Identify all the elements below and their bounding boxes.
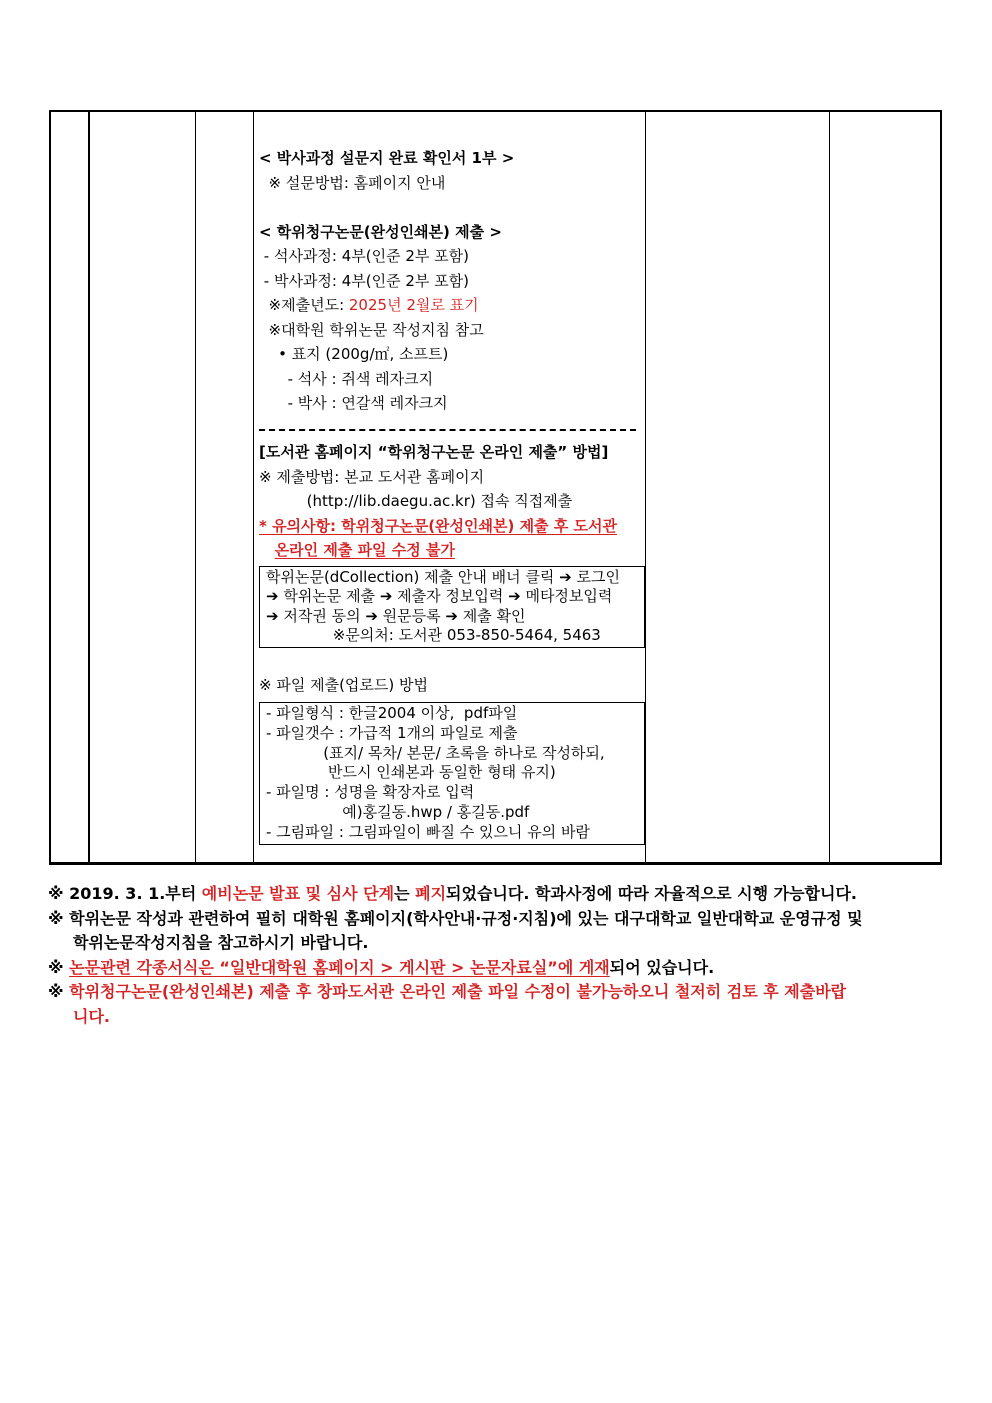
text-line (259, 244, 646, 269)
text-segment: - 파일갯수 : 가급적 1개의 파일로 제출 (266, 723, 518, 742)
text-line (259, 146, 646, 171)
text-line (48, 907, 988, 932)
text-segment: 온라인 제출 파일 수정 불가 (274, 541, 455, 559)
text-segment: ➔ 학위논문 제출 ➔ 제출자 정보입력 ➔ 메타정보입력 (266, 587, 613, 605)
text-segment: - 박사과정: 4부(인준 2부 포함) (259, 271, 469, 290)
text-line (259, 269, 646, 294)
text-segment: (http://lib.daegu.ac.kr) 접속 직접제출 (259, 492, 573, 510)
text-line (266, 803, 644, 823)
footnotes-section (48, 882, 988, 1030)
text-line (266, 823, 644, 843)
text-segment: * 유의사항: 학위청구논문(완성인쇄본) 제출 후 도서관 (259, 516, 617, 535)
text-segment: ※ (48, 982, 70, 1002)
text-line (266, 744, 644, 764)
text-line (48, 931, 988, 956)
text-segment: - 석사과정: 4부(인준 2부 포함) (259, 247, 469, 265)
text-segment (259, 198, 264, 216)
dashed-divider (259, 416, 646, 441)
text-line (259, 440, 646, 465)
file-upload-heading: ※ 파일 제출(업로드) 방법 (259, 675, 428, 694)
text-segment: 논문관련 각종서식은 “일반대학원 홈페이지 > 게시판 > 논문자료실”에 게재 (69, 957, 610, 977)
text-segment: 반드시 인쇄본과 동일한 형태 유지) (266, 763, 556, 782)
file-upload-requirements-box (259, 702, 645, 845)
text-segment: ※ 제출방법: 본교 도서관 홈페이지 (259, 467, 485, 486)
text-segment: 2025년 2월로 표기 (348, 296, 479, 314)
table-column-divider (829, 112, 830, 862)
text-segment: ※대학원 학위논문 작성지침 참고 (259, 320, 484, 339)
text-segment: ※ (48, 957, 70, 977)
text-segment (259, 541, 275, 559)
dcollection-online-submission-steps-box (259, 566, 645, 648)
text-segment: 학위논문(dCollection) 제출 안내 배너 클릭 ➔ 로그인 (266, 567, 620, 586)
text-line (259, 220, 646, 245)
text-segment: ※문의처: 도서관 053-850-5464, 5463 (266, 626, 601, 644)
text-line (259, 538, 646, 563)
text-segment: 학위청구논문(완성인쇄본) 제출 후 창파도서관 온라인 제출 파일 수정이 불가능하오니 철저히 검토 후 제출바랍 (69, 982, 847, 1002)
text-segment: 예)홍길동.hwp / 홍길동.pdf (266, 802, 530, 821)
text-line (259, 342, 646, 367)
text-segment: 학위논문작성지침을 참고하시기 바랍니다. (73, 933, 369, 953)
text-segment: • 표지 (200g/㎡, 소프트) (259, 345, 449, 363)
text-line (266, 704, 644, 724)
text-line (259, 195, 646, 220)
text-segment: 예비논문 발표 및 심사 단계 (201, 884, 395, 903)
text-line (259, 489, 646, 514)
text-line (266, 783, 644, 803)
text-segment: - 석사 : 쥐색 레자크지 (259, 369, 434, 388)
submission-instructions (259, 146, 646, 563)
procedure-details-cell (253, 112, 646, 862)
text-segment: 니다. (73, 1006, 110, 1026)
text-segment: < 박사과정 설문지 완료 확인서 1부 > (259, 149, 515, 167)
text-segment: - 그림파일 : 그림파일이 빠질 수 있으니 유의 바람 (266, 822, 590, 841)
text-line (48, 882, 988, 907)
text-segment: - 파일명 : 성명을 확장자로 입력 (266, 783, 475, 802)
text-line (259, 293, 646, 318)
text-line (259, 514, 646, 539)
text-line (266, 607, 644, 627)
text-line (48, 1005, 988, 1030)
text-segment: (표지/ 목차/ 본문/ 초록을 하나로 작성하되, (266, 743, 605, 762)
text-line (259, 465, 646, 490)
text-segment: 는 (394, 884, 416, 903)
text-segment: - 박사 : 연갈색 레자크지 (259, 394, 448, 412)
text-line (259, 391, 646, 416)
text-line (259, 318, 646, 343)
text-segment: 되었습니다. 학과사정에 따라 자율적으로 시행 가능합니다. (446, 884, 857, 903)
text-line (48, 956, 988, 981)
text-segment: 되어 있습니다. (609, 957, 715, 977)
text-line (266, 568, 644, 588)
text-segment: ※ 학위논문 작성과 관련하여 필히 대학원 홈페이지(학사안내·규정·지침)에 있는 대구대학교 일반대학교 운영규정 및 (48, 908, 863, 928)
text-segment: < 학위청구논문(완성인쇄본) 제출 > (259, 222, 502, 241)
text-segment: ※제출년도: (259, 296, 349, 314)
text-segment: ➔ 저작권 동의 ➔ 원문등록 ➔ 제출 확인 (266, 606, 526, 625)
text-line (48, 980, 988, 1005)
text-line (266, 724, 644, 744)
thesis-submission-schedule-table (49, 110, 942, 865)
text-line (259, 171, 646, 196)
text-segment: [도서관 홈페이지 “학위청구논문 온라인 제출” 방법] (259, 443, 609, 461)
text-segment: - 파일형식 : 한글2004 이상, pdf파일 (266, 704, 518, 722)
text-line (259, 367, 646, 392)
text-line (266, 587, 644, 607)
text-line (266, 763, 644, 783)
text-segment: 폐지 (415, 884, 447, 903)
table-column-divider (195, 112, 196, 862)
text-segment: ※ 2019. 3. 1.부터 (48, 884, 202, 903)
table-column-divider (88, 112, 90, 862)
text-line (266, 626, 644, 646)
text-segment: ※ 설문방법: 홈페이지 안내 (259, 173, 446, 192)
